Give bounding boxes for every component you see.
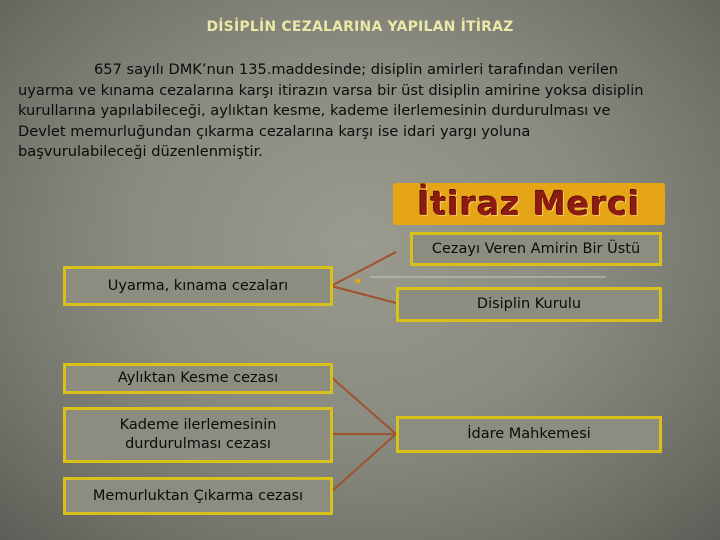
authority-board-label: Disiplin Kurulu [476,296,582,312]
paragraph-line-4: Devlet memurluğundan çıkarma cezalarına karşı ise idari yargı yoluna [18,122,531,140]
box-authority-court [396,416,662,453]
paragraph-line-2: uyarma ve kınama cezalarına karşı itirazın varsa bir üst disiplin amirine yoksa disiplin [18,81,644,99]
penalty-salary-cut-label: Aylıktan Kesme cezası [117,370,279,386]
authority-superior-label: Cezayı Veren Amirin Bir Üstü [431,240,641,257]
slide-title: DİSİPLİN CEZALARINA YAPILAN İTİRAZ [206,19,514,35]
paragraph-line-3: kurullarına yapılabileceği, aylıktan kesme, kademe ilerlemesinin durdurulması ve [18,102,611,119]
connector-node-dot [356,279,361,284]
paragraph-line-1: 657 sayılı DMK’nun 135.maddesinde; disiplin amirleri tarafından verilen [94,61,619,78]
paragraph-line-5: başvurulabileceği düzenlenmiştir. [18,143,263,160]
box-penalty-salary-cut [63,363,333,394]
penalty-dismissal-label: Memurluktan Çıkarma cezası [92,487,304,504]
connector-warning-to-board [331,286,396,303]
penalty-grade-stop-text [120,416,277,454]
connector-warning-to-superior [331,252,396,286]
connector-salary-to-court [331,377,396,434]
penalty-warning-label: Uyarma, kınama cezaları [107,277,289,294]
box-authority-superior [410,232,662,266]
connector-dismissal-to-court [331,434,396,492]
penalty-grade-stop-line-1: Kademe ilerlemesinin [119,417,277,433]
box-authority-board [396,287,662,322]
box-penalty-dismissal [63,477,333,515]
penalty-grade-stop-line-2: durdurulması cezası [125,436,271,452]
box-penalty-grade-stop [63,407,333,463]
authority-court-label: İdare Mahkemesi [467,426,591,442]
itiraz-merci-wordart: İtiraz Merci [393,183,665,225]
body-paragraph [18,60,708,163]
box-penalty-warning [63,266,333,306]
